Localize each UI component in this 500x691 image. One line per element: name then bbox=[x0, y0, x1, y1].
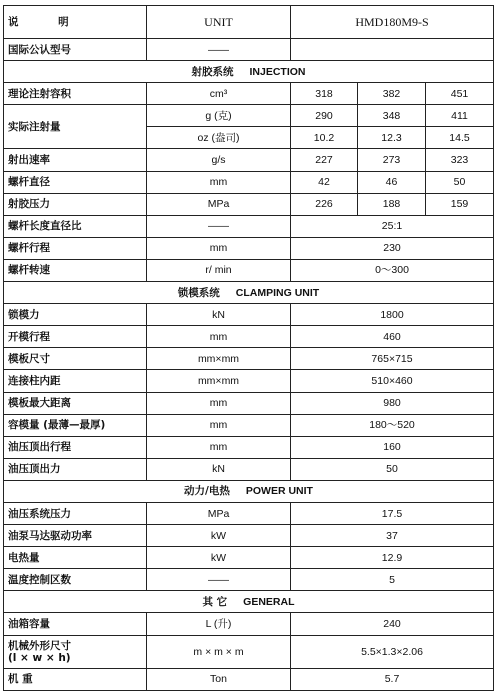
cert-value bbox=[291, 39, 494, 61]
table-row bbox=[4, 304, 494, 326]
injection-title: 射胶系统 INJECTION bbox=[4, 61, 494, 83]
value-b: 382 bbox=[358, 83, 426, 105]
table-row bbox=[4, 326, 494, 348]
row-value: 230 bbox=[291, 237, 494, 259]
header-label: 说 明 bbox=[4, 6, 147, 39]
row-value: 25:1 bbox=[291, 215, 494, 237]
row-unit: oz (盎司) bbox=[147, 127, 291, 149]
row-label: 模板最大距离 bbox=[4, 392, 147, 414]
value-c: 411 bbox=[426, 105, 494, 127]
row-unit: MPa bbox=[147, 502, 291, 524]
row-label: 连接柱内距 bbox=[4, 370, 147, 392]
value-c: 50 bbox=[426, 171, 494, 193]
table-row bbox=[4, 105, 494, 127]
table-row bbox=[4, 370, 494, 392]
row-value: 0～300 bbox=[291, 259, 494, 281]
row-value: 510×460 bbox=[291, 370, 494, 392]
row-label: 油压顶出行程 bbox=[4, 436, 147, 458]
row-unit: mm bbox=[147, 326, 291, 348]
row-label: 螺杆直径 bbox=[4, 171, 147, 193]
row-unit: mm bbox=[147, 414, 291, 436]
row-value: 5.7 bbox=[291, 668, 494, 690]
table-row bbox=[4, 171, 494, 193]
row-value: 460 bbox=[291, 326, 494, 348]
row-value: 17.5 bbox=[291, 502, 494, 524]
power-section-header bbox=[4, 480, 494, 502]
value-b: 12.3 bbox=[358, 127, 426, 149]
row-unit: mm bbox=[147, 392, 291, 414]
row-unit: mm bbox=[147, 171, 291, 193]
row-unit: kN bbox=[147, 304, 291, 326]
row-value: 160 bbox=[291, 436, 494, 458]
row-label: 开模行程 bbox=[4, 326, 147, 348]
table-row bbox=[4, 569, 494, 591]
row-unit: m × m × m bbox=[147, 635, 291, 668]
header-model: HMD180M9-S bbox=[291, 6, 494, 39]
value-b: 273 bbox=[358, 149, 426, 171]
value-a: 227 bbox=[291, 149, 358, 171]
table-row bbox=[4, 525, 494, 547]
spec-table bbox=[3, 5, 494, 691]
row-value: 37 bbox=[291, 525, 494, 547]
row-unit: L (升) bbox=[147, 613, 291, 635]
value-b: 188 bbox=[358, 193, 426, 215]
general-section-header bbox=[4, 591, 494, 613]
value-c: 451 bbox=[426, 83, 494, 105]
table-row bbox=[4, 458, 494, 480]
value-b: 46 bbox=[358, 171, 426, 193]
table-row bbox=[4, 237, 494, 259]
table-row bbox=[4, 502, 494, 524]
cert-label: 国际公认型号 bbox=[4, 39, 147, 61]
row-label: 螺杆转速 bbox=[4, 259, 147, 281]
row-label: 模板尺寸 bbox=[4, 348, 147, 370]
general-title: 其 它 GENERAL bbox=[4, 591, 494, 613]
row-label: 射胶压力 bbox=[4, 193, 147, 215]
table-row bbox=[4, 392, 494, 414]
value-a: 226 bbox=[291, 193, 358, 215]
row-value: 765×715 bbox=[291, 348, 494, 370]
value-c: 323 bbox=[426, 149, 494, 171]
row-unit: r/ min bbox=[147, 259, 291, 281]
clamping-section-header bbox=[4, 282, 494, 304]
value-a: 318 bbox=[291, 83, 358, 105]
value-c: 159 bbox=[426, 193, 494, 215]
row-unit: mm×mm bbox=[147, 348, 291, 370]
row-unit: cm³ bbox=[147, 83, 291, 105]
row-unit: g/s bbox=[147, 149, 291, 171]
table-row bbox=[4, 613, 494, 635]
value-a: 42 bbox=[291, 171, 358, 193]
table-row bbox=[4, 149, 494, 171]
row-label: 油箱容量 bbox=[4, 613, 147, 635]
table-row bbox=[4, 259, 494, 281]
row-unit: g (克) bbox=[147, 105, 291, 127]
cert-row bbox=[4, 39, 494, 61]
header-row bbox=[4, 6, 494, 39]
table-row bbox=[4, 193, 494, 215]
row-label: 机械外形尺寸 (l × w × h) bbox=[4, 635, 147, 668]
row-value: 180～520 bbox=[291, 414, 494, 436]
row-label: 理论注射容积 bbox=[4, 83, 147, 105]
row-label: 螺杆行程 bbox=[4, 237, 147, 259]
row-label: 实际注射量 bbox=[4, 105, 147, 149]
cert-unit: —— bbox=[147, 39, 291, 61]
row-label: 机 重 bbox=[4, 668, 147, 690]
row-value: 5 bbox=[291, 569, 494, 591]
row-value: 5.5×1.3×2.06 bbox=[291, 635, 494, 668]
injection-section-header bbox=[4, 61, 494, 83]
power-title: 动力/电热 POWER UNIT bbox=[4, 480, 494, 502]
row-unit: MPa bbox=[147, 193, 291, 215]
table-row bbox=[4, 348, 494, 370]
row-unit: kW bbox=[147, 547, 291, 569]
table-row bbox=[4, 668, 494, 690]
value-b: 348 bbox=[358, 105, 426, 127]
row-label: 容模量 (最薄—最厚) bbox=[4, 414, 147, 436]
header-unit: UNIT bbox=[147, 6, 291, 39]
row-label: 油压顶出力 bbox=[4, 458, 147, 480]
row-label: 锁模力 bbox=[4, 304, 147, 326]
row-value: 240 bbox=[291, 613, 494, 635]
table-row bbox=[4, 547, 494, 569]
value-a: 290 bbox=[291, 105, 358, 127]
table-row bbox=[4, 436, 494, 458]
value-c: 14.5 bbox=[426, 127, 494, 149]
row-unit: Ton bbox=[147, 668, 291, 690]
row-value: 1800 bbox=[291, 304, 494, 326]
table-row bbox=[4, 414, 494, 436]
table-row bbox=[4, 215, 494, 237]
row-value: 12.9 bbox=[291, 547, 494, 569]
row-label: 油泵马达驱动功率 bbox=[4, 525, 147, 547]
row-value: 980 bbox=[291, 392, 494, 414]
row-label: 螺杆长度直径比 bbox=[4, 215, 147, 237]
row-unit: —— bbox=[147, 215, 291, 237]
row-label: 射出速率 bbox=[4, 149, 147, 171]
row-unit: mm×mm bbox=[147, 370, 291, 392]
row-label: 电热量 bbox=[4, 547, 147, 569]
row-unit: mm bbox=[147, 237, 291, 259]
clamping-title: 锁模系统 CLAMPING UNIT bbox=[4, 282, 494, 304]
row-unit: —— bbox=[147, 569, 291, 591]
table-row bbox=[4, 635, 494, 668]
row-label: 油压系统压力 bbox=[4, 502, 147, 524]
row-unit: kN bbox=[147, 458, 291, 480]
row-label: 温度控制区数 bbox=[4, 569, 147, 591]
row-unit: mm bbox=[147, 436, 291, 458]
row-unit: kW bbox=[147, 525, 291, 547]
value-a: 10.2 bbox=[291, 127, 358, 149]
row-value: 50 bbox=[291, 458, 494, 480]
table-row bbox=[4, 83, 494, 105]
